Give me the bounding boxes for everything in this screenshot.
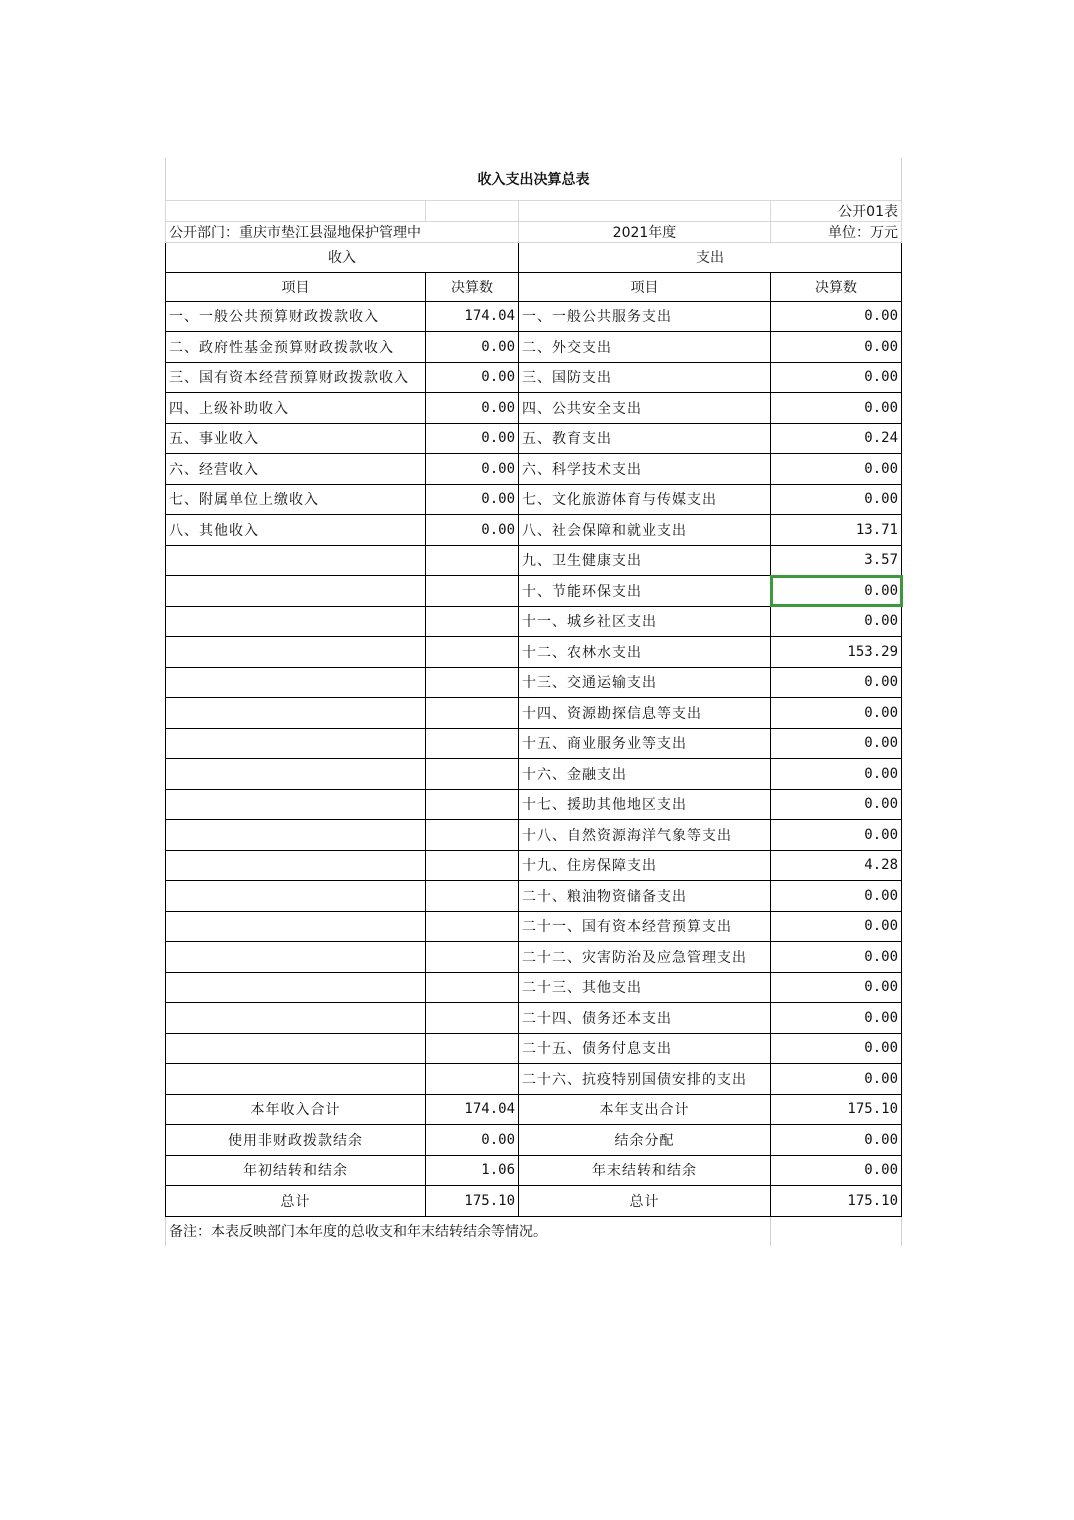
table-row bbox=[166, 850, 902, 881]
expense-amount-cell[interactable]: 0.00 bbox=[771, 911, 902, 942]
expense-item-cell[interactable]: 二十一、国有资本经营预算支出 bbox=[519, 911, 771, 942]
cell-empty[interactable] bbox=[771, 1216, 902, 1246]
income-amount-cell[interactable] bbox=[426, 545, 519, 576]
income-item-cell[interactable] bbox=[166, 972, 426, 1003]
table-row bbox=[166, 301, 902, 332]
income-item-cell[interactable]: 一、一般公共预算财政拨款收入 bbox=[166, 301, 426, 332]
expense-item-cell[interactable]: 二十、粮油物资储备支出 bbox=[519, 881, 771, 912]
spreadsheet-sheet bbox=[165, 158, 901, 1246]
column-header-row bbox=[166, 272, 902, 301]
expense-amount-cell[interactable]: 153.29 bbox=[771, 637, 902, 668]
expense-item-cell[interactable]: 二十二、灾害防治及应急管理支出 bbox=[519, 942, 771, 973]
income-item-cell[interactable] bbox=[166, 881, 426, 912]
expense-item-cell[interactable]: 二、外交支出 bbox=[519, 332, 771, 363]
income-amount-cell[interactable]: 0.00 bbox=[426, 393, 519, 424]
expense-item-cell[interactable]: 十、节能环保支出 bbox=[519, 576, 771, 607]
expense-amount-cell[interactable]: 0.00 bbox=[771, 1033, 902, 1064]
income-item-cell[interactable] bbox=[166, 698, 426, 729]
year-label[interactable]: 2021年度 bbox=[519, 221, 771, 242]
expense-item-cell[interactable]: 十六、金融支出 bbox=[519, 759, 771, 790]
expense-amount-cell[interactable]: 0.00 bbox=[771, 1125, 902, 1156]
income-item-cell[interactable] bbox=[166, 728, 426, 759]
expense-amount-cell[interactable]: 0.00 bbox=[771, 484, 902, 515]
expense-item-cell[interactable]: 总计 bbox=[519, 1186, 771, 1217]
table-row bbox=[166, 606, 902, 637]
income-item-cell[interactable]: 五、事业收入 bbox=[166, 423, 426, 454]
income-amount-cell[interactable] bbox=[426, 911, 519, 942]
expense-item-cell[interactable]: 本年支出合计 bbox=[519, 1094, 771, 1125]
income-item-cell[interactable] bbox=[166, 1064, 426, 1095]
expense-item-cell[interactable]: 六、科学技术支出 bbox=[519, 454, 771, 485]
income-item-cell[interactable] bbox=[166, 911, 426, 942]
unit-label[interactable]: 单位：万元 bbox=[771, 221, 902, 242]
income-amount-cell[interactable]: 174.04 bbox=[426, 301, 519, 332]
table-row bbox=[166, 789, 902, 820]
table-row bbox=[166, 515, 902, 546]
table-row bbox=[166, 759, 902, 790]
expense-amount-cell[interactable]: 0.00 bbox=[771, 789, 902, 820]
income-item-cell[interactable]: 四、上级补助收入 bbox=[166, 393, 426, 424]
expense-item-cell[interactable]: 十一、城乡社区支出 bbox=[519, 606, 771, 637]
income-item-cell[interactable]: 二、政府性基金预算财政拨款收入 bbox=[166, 332, 426, 363]
expense-amount-cell[interactable]: 0.00 bbox=[771, 728, 902, 759]
page-title[interactable]: 收入支出决算总表 bbox=[166, 158, 902, 200]
expense-item-cell[interactable]: 十三、交通运输支出 bbox=[519, 667, 771, 698]
expense-item-cell[interactable]: 十五、商业服务业等支出 bbox=[519, 728, 771, 759]
table-row bbox=[166, 362, 902, 393]
table-row bbox=[166, 332, 902, 363]
table-row bbox=[166, 820, 902, 851]
income-item-header[interactable]: 项目 bbox=[166, 272, 426, 301]
income-amount-cell[interactable]: 174.04 bbox=[426, 1094, 519, 1125]
table-row bbox=[166, 881, 902, 912]
expense-amount-cell[interactable]: 0.00 bbox=[771, 667, 902, 698]
income-item-cell[interactable]: 六、经营收入 bbox=[166, 454, 426, 485]
expense-amount-cell[interactable]: 0.00 bbox=[771, 606, 902, 637]
income-amount-cell[interactable]: 0.00 bbox=[426, 332, 519, 363]
table-row bbox=[166, 972, 902, 1003]
section-header-row bbox=[166, 242, 902, 272]
expense-amount-cell[interactable]: 0.00 bbox=[771, 881, 902, 912]
income-item-cell[interactable] bbox=[166, 850, 426, 881]
expense-item-cell[interactable]: 结余分配 bbox=[519, 1125, 771, 1156]
expense-item-header[interactable]: 项目 bbox=[519, 272, 771, 301]
expense-amount-cell[interactable]: 0.00 bbox=[771, 820, 902, 851]
expense-item-cell[interactable]: 五、教育支出 bbox=[519, 423, 771, 454]
income-amount-cell[interactable] bbox=[426, 1033, 519, 1064]
income-amount-cell[interactable] bbox=[426, 942, 519, 973]
income-amount-cell[interactable] bbox=[426, 972, 519, 1003]
expense-amount-cell[interactable]: 175.10 bbox=[771, 1094, 902, 1125]
income-item-cell[interactable]: 年初结转和结余 bbox=[166, 1155, 426, 1186]
expense-amount-cell[interactable]: 0.00 bbox=[771, 1003, 902, 1034]
expense-amount-cell[interactable]: 0.00 bbox=[771, 1155, 902, 1186]
expense-amount-cell[interactable]: 0.00 bbox=[771, 972, 902, 1003]
income-item-cell[interactable] bbox=[166, 667, 426, 698]
income-item-cell[interactable] bbox=[166, 759, 426, 790]
cell-empty[interactable] bbox=[519, 200, 771, 221]
expense-header[interactable]: 支出 bbox=[519, 242, 902, 272]
income-item-cell[interactable]: 八、其他收入 bbox=[166, 515, 426, 546]
table-row bbox=[166, 667, 902, 698]
income-amount-cell[interactable]: 0.00 bbox=[426, 423, 519, 454]
income-item-cell[interactable]: 总计 bbox=[166, 1186, 426, 1217]
income-amount-cell[interactable] bbox=[426, 759, 519, 790]
table-row bbox=[166, 423, 902, 454]
expense-item-cell[interactable]: 九、卫生健康支出 bbox=[519, 545, 771, 576]
income-item-cell[interactable] bbox=[166, 820, 426, 851]
expense-amount-header[interactable]: 决算数 bbox=[771, 272, 902, 301]
income-expense-table bbox=[165, 158, 902, 1246]
expense-amount-cell[interactable]: 175.10 bbox=[771, 1186, 902, 1217]
form-code[interactable]: 公开01表 bbox=[771, 200, 902, 221]
income-amount-cell[interactable] bbox=[426, 789, 519, 820]
income-item-cell[interactable] bbox=[166, 942, 426, 973]
meta-row bbox=[166, 221, 902, 242]
table-row bbox=[166, 942, 902, 973]
income-amount-cell[interactable]: 175.10 bbox=[426, 1186, 519, 1217]
footnote[interactable]: 备注：本表反映部门本年度的总收支和年末结转结余等情况。 bbox=[166, 1216, 771, 1246]
income-amount-cell[interactable]: 0.00 bbox=[426, 1125, 519, 1156]
expense-amount-cell[interactable]: 3.57 bbox=[771, 545, 902, 576]
expense-item-cell[interactable]: 一、一般公共服务支出 bbox=[519, 301, 771, 332]
expense-item-cell[interactable]: 十九、住房保障支出 bbox=[519, 850, 771, 881]
table-row bbox=[166, 637, 902, 668]
income-amount-cell[interactable]: 0.00 bbox=[426, 362, 519, 393]
expense-item-cell[interactable]: 年末结转和结余 bbox=[519, 1155, 771, 1186]
expense-item-cell[interactable]: 二十五、债务付息支出 bbox=[519, 1033, 771, 1064]
income-item-cell[interactable] bbox=[166, 1003, 426, 1034]
expense-amount-cell[interactable]: 4.28 bbox=[771, 850, 902, 881]
expense-amount-cell[interactable]: 0.00 bbox=[771, 698, 902, 729]
income-item-cell[interactable]: 三、国有资本经营预算财政拨款收入 bbox=[166, 362, 426, 393]
income-item-cell[interactable] bbox=[166, 545, 426, 576]
expense-amount-cell[interactable]: 0.00 bbox=[771, 759, 902, 790]
table-row bbox=[166, 1033, 902, 1064]
title-row bbox=[166, 158, 902, 200]
form-code-row bbox=[166, 200, 902, 221]
total-row bbox=[166, 1155, 902, 1186]
expense-item-cell[interactable]: 三、国防支出 bbox=[519, 362, 771, 393]
expense-item-cell[interactable]: 二十六、抗疫特别国债安排的支出 bbox=[519, 1064, 771, 1095]
department-label[interactable]: 公开部门：重庆市垫江县湿地保护管理中 bbox=[166, 221, 519, 242]
cell-empty[interactable] bbox=[426, 200, 519, 221]
income-amount-cell[interactable] bbox=[426, 576, 519, 607]
expense-amount-cell[interactable]: 13.71 bbox=[771, 515, 902, 546]
income-amount-cell[interactable] bbox=[426, 698, 519, 729]
expense-item-cell[interactable]: 二十三、其他支出 bbox=[519, 972, 771, 1003]
income-item-cell[interactable] bbox=[166, 576, 426, 607]
expense-item-cell[interactable]: 十八、自然资源海洋气象等支出 bbox=[519, 820, 771, 851]
income-item-cell[interactable] bbox=[166, 606, 426, 637]
table-row bbox=[166, 454, 902, 485]
income-item-cell[interactable] bbox=[166, 789, 426, 820]
table-row bbox=[166, 393, 902, 424]
income-item-cell[interactable]: 使用非财政拨款结余 bbox=[166, 1125, 426, 1156]
income-header[interactable]: 收入 bbox=[166, 242, 519, 272]
income-amount-header[interactable]: 决算数 bbox=[426, 272, 519, 301]
income-amount-cell[interactable] bbox=[426, 667, 519, 698]
expense-amount-cell[interactable]: 0.00 bbox=[771, 393, 902, 424]
income-amount-cell[interactable] bbox=[426, 881, 519, 912]
income-amount-cell[interactable]: 0.00 bbox=[426, 454, 519, 485]
income-amount-cell[interactable] bbox=[426, 1003, 519, 1034]
expense-amount-cell[interactable]: 0.00 bbox=[771, 454, 902, 485]
expense-amount-cell[interactable]: 0.00 bbox=[771, 362, 902, 393]
income-amount-cell[interactable] bbox=[426, 820, 519, 851]
income-amount-cell[interactable] bbox=[426, 1064, 519, 1095]
income-amount-cell[interactable] bbox=[426, 728, 519, 759]
income-amount-cell[interactable]: 0.00 bbox=[426, 515, 519, 546]
income-amount-cell[interactable] bbox=[426, 850, 519, 881]
cell-empty[interactable] bbox=[166, 200, 426, 221]
total-row bbox=[166, 1186, 902, 1217]
income-amount-cell[interactable]: 0.00 bbox=[426, 484, 519, 515]
table-row bbox=[166, 576, 902, 607]
table-row bbox=[166, 728, 902, 759]
expense-item-cell[interactable]: 四、公共安全支出 bbox=[519, 393, 771, 424]
expense-amount-cell[interactable]: 0.00 bbox=[771, 942, 902, 973]
income-amount-cell[interactable] bbox=[426, 637, 519, 668]
income-item-cell[interactable]: 本年收入合计 bbox=[166, 1094, 426, 1125]
expense-amount-cell[interactable]: 0.00 bbox=[771, 1064, 902, 1095]
table-row bbox=[166, 1064, 902, 1095]
expense-item-cell[interactable]: 十四、资源勘探信息等支出 bbox=[519, 698, 771, 729]
total-row bbox=[166, 1094, 902, 1125]
selected-cell[interactable]: 0.00 bbox=[771, 576, 902, 607]
expense-item-cell[interactable]: 十七、援助其他地区支出 bbox=[519, 789, 771, 820]
expense-item-cell[interactable]: 七、文化旅游体育与传媒支出 bbox=[519, 484, 771, 515]
expense-item-cell[interactable]: 二十四、债务还本支出 bbox=[519, 1003, 771, 1034]
income-amount-cell[interactable] bbox=[426, 606, 519, 637]
expense-amount-cell[interactable]: 0.00 bbox=[771, 301, 902, 332]
income-amount-cell[interactable]: 1.06 bbox=[426, 1155, 519, 1186]
expense-item-cell[interactable]: 十二、农林水支出 bbox=[519, 637, 771, 668]
table-row bbox=[166, 545, 902, 576]
expense-amount-cell[interactable]: 0.24 bbox=[771, 423, 902, 454]
income-item-cell[interactable] bbox=[166, 1033, 426, 1064]
note-row bbox=[166, 1216, 902, 1246]
table-row bbox=[166, 484, 902, 515]
income-item-cell[interactable] bbox=[166, 637, 426, 668]
total-row bbox=[166, 1125, 902, 1156]
expense-item-cell[interactable]: 八、社会保障和就业支出 bbox=[519, 515, 771, 546]
table-row bbox=[166, 1003, 902, 1034]
table-row bbox=[166, 911, 902, 942]
expense-amount-cell[interactable]: 0.00 bbox=[771, 332, 902, 363]
table-row bbox=[166, 698, 902, 729]
income-item-cell[interactable]: 七、附属单位上缴收入 bbox=[166, 484, 426, 515]
